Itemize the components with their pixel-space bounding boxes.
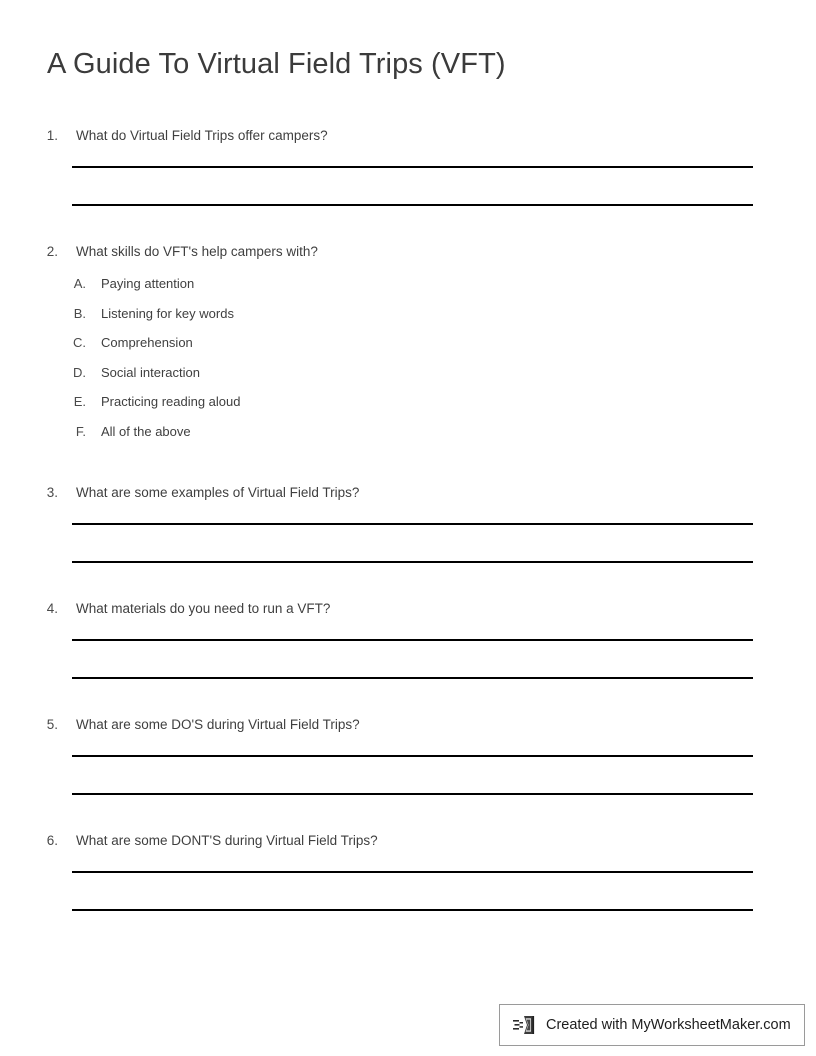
answer-line-gap [72, 873, 753, 909]
option-row[interactable] [0, 394, 816, 424]
worksheet-maker-logo-icon [513, 1014, 537, 1036]
option-row[interactable] [0, 335, 816, 365]
question-text: What materials do you need to run a VFT? [76, 601, 331, 616]
option-letter: A. [73, 276, 86, 291]
question-row [0, 128, 816, 148]
answer-line-gap [72, 757, 753, 793]
spacer [0, 621, 816, 639]
answer-line-gap [72, 168, 753, 204]
question-number: 2. [46, 244, 58, 259]
question-list [0, 128, 816, 949]
answer-line[interactable] [72, 204, 753, 206]
question-number: 1. [46, 128, 58, 143]
option-letter: C. [73, 335, 86, 350]
question-block [0, 717, 816, 833]
block-spacer [0, 206, 816, 244]
answer-lines [72, 523, 753, 563]
spacer [0, 853, 816, 871]
answer-line[interactable] [72, 561, 753, 563]
answer-line[interactable] [72, 909, 753, 911]
option-letter: E. [73, 394, 86, 409]
answer-lines [72, 166, 753, 206]
answer-line[interactable] [72, 677, 753, 679]
question-block [0, 244, 816, 485]
question-row [0, 485, 816, 505]
question-number: 5. [46, 717, 58, 732]
spacer [0, 505, 816, 523]
footer-attribution-badge[interactable] [499, 1004, 805, 1046]
footer-attribution-text: Created with MyWorksheetMaker.com [546, 1017, 791, 1033]
block-spacer [0, 453, 816, 485]
spacer [0, 148, 816, 166]
option-letter: B. [73, 305, 86, 321]
answer-lines [72, 639, 753, 679]
option-text: Paying attention [101, 276, 195, 291]
option-letter: D. [73, 364, 86, 380]
question-row [0, 244, 816, 264]
option-text: Listening for key words [101, 305, 234, 321]
answer-lines [72, 755, 753, 795]
question-text: What skills do VFT's help campers with? [76, 244, 318, 259]
answer-line-gap [72, 525, 753, 561]
page-title: A Guide To Virtual Field Trips (VFT) [47, 48, 506, 80]
option-row[interactable] [0, 365, 816, 395]
answer-line-gap [72, 641, 753, 677]
option-letter: F. [75, 423, 86, 439]
question-text: What are some examples of Virtual Field Trips? [76, 485, 360, 500]
option-text: Social interaction [101, 364, 200, 380]
answer-lines [72, 871, 753, 911]
option-row[interactable] [0, 276, 816, 306]
question-block [0, 601, 816, 717]
question-number: 4. [46, 601, 58, 616]
block-spacer [0, 679, 816, 717]
question-text: What are some DO'S during Virtual Field Trips? [76, 717, 360, 732]
block-spacer [0, 911, 816, 949]
option-text: Practicing reading aloud [101, 394, 241, 409]
question-row [0, 601, 816, 621]
block-spacer [0, 795, 816, 833]
option-row[interactable] [0, 424, 816, 454]
spacer [0, 737, 816, 755]
question-row [0, 833, 816, 853]
question-block [0, 128, 816, 244]
question-number: 3. [46, 485, 58, 500]
option-list [0, 276, 816, 453]
question-text: What are some DONT'S during Virtual Field Trips? [76, 833, 378, 848]
question-row [0, 717, 816, 737]
question-block [0, 485, 816, 601]
question-text: What do Virtual Field Trips offer campers? [76, 128, 328, 143]
option-text: All of the above [101, 423, 191, 439]
option-row[interactable] [0, 306, 816, 336]
question-block [0, 833, 816, 949]
answer-line[interactable] [72, 793, 753, 795]
option-text: Comprehension [101, 335, 193, 350]
question-number: 6. [46, 833, 58, 848]
block-spacer [0, 563, 816, 601]
